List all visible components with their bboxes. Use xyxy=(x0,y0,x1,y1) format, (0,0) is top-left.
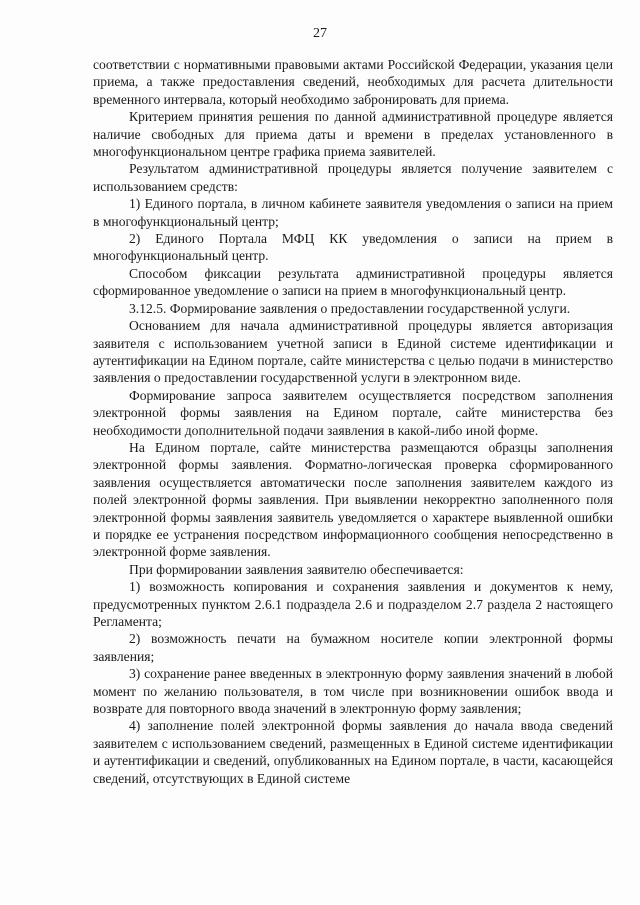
paragraph-1: соответствии с нормативными правовыми актами Российской Федерации, указания цели приема, а также предоставления сведений, необходимых для расчета длительности временного интервала, который необходимо забронировать для приема. xyxy=(93,57,613,107)
list-item-4: 4) заполнение полей электронной формы заявления до начала ввода сведений заявителем с использованием сведений, размещенных в Единой системе идентификации и аутентификации и сведений, опубликованных на Едином портале, в части, касающейся сведений, отсутствующих в Единой системе xyxy=(93,718,613,786)
paragraph-9: Формирование запроса заявителем осуществляется посредством заполнения электронной формы заявления на Едином портале, сайте министерства без необходимости дополнительной подачи заявления в какой-либо иной форме. xyxy=(93,387,613,438)
list-item-1: 1) возможность копирования и сохранения заявления и документов к нему, предусмотренных пунктом 2.6.1 подраздела 2.6 и подразделом 2.7 раздела 2 настоящего Регламента; xyxy=(93,579,613,629)
paragraph-10: На Едином портале, сайте министерства размещаются образцы заполнения электронной формы заявления. Форматно-логическая проверка сформированного заявления осуществляется автоматически после заполнения заявителем каждого из полей электронной формы заявления. При выявлении некорректно заполненного поля электронной формы заявления заявитель уведомляется о характере выявленной ошибки и порядке ее устранения посредством информационного сообщения непосредственно в электронной форме заявления. xyxy=(93,439,613,560)
list-item-3: 3) сохранение ранее введенных в электронную форму заявления значений в любой момент по желанию пользователя, в том числе при возникновении ошибок ввода и возврате для повторного ввода значений в электронную форму заявления; xyxy=(93,666,613,717)
paragraph-8: Основанием для начала административной процедуры является авторизация заявителя с использованием учетной записи в Единой системе идентификации и аутентификации на Едином портале, сайте министерства с целью подачи в министерство заявления о предоставлении государственной услуги в электронном виде. xyxy=(93,318,613,386)
paragraph-2: Критерием принятия решения по данной административной процедуре является наличие свободных для приема даты и времени в пределах установленного в многофункциональном центре графика приема заявителей. xyxy=(93,109,613,160)
paragraph-11: При формировании заявления заявителю обеспечивается: xyxy=(129,561,464,577)
paragraph-3: Результатом административной процедуры является получение заявителем с использованием средств: xyxy=(93,161,613,194)
page-number: 27 xyxy=(313,26,327,41)
page-body xyxy=(93,56,613,787)
paragraph-6: Способом фиксации результата административной процедуры является сформированное уведомление о записи на прием в многофункциональный центр. xyxy=(93,265,613,299)
paragraph-4: 1) Единого портала, в личном кабинете заявителя уведомления о записи на прием в многофункциональный центр; xyxy=(93,196,613,229)
paragraph-5: 2) Единого Портала МФЦ КК уведомления о записи на прием в многофункциональный центр. xyxy=(93,231,613,264)
section-heading-3-12-5: 3.12.5. Формирование заявления о предоставлении государственной услуги. xyxy=(129,300,571,316)
list-item-2: 2) возможность печати на бумажном носителе копии электронной формы заявления; xyxy=(93,631,613,664)
